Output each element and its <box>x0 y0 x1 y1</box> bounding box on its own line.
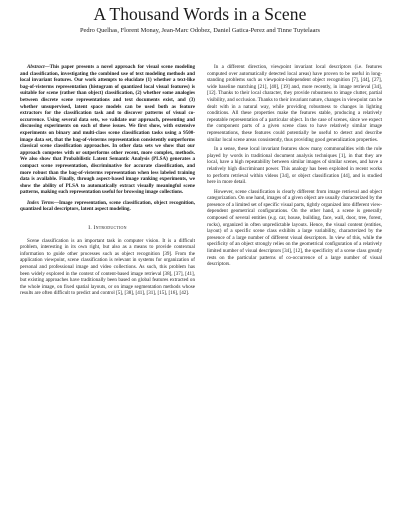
index-terms-text: —Image representation, scene classification, object recognition, quantized local descriptors, latent aspect modeling. <box>20 199 195 213</box>
body-paragraph-2: In a sense, these local invariant features show many commonalities with the role played by words in traditional document analysis techniques [1], in that they are local, have a high repeatability between similar images of similar scenes, and have a relatively high discriminant power. This analogy has been exploited in recent works to perform retrieval within videos [34], or object classification [44], and is studied here in more detail. <box>207 146 382 186</box>
left-column <box>20 64 195 297</box>
intro-paragraph: Scene classification is an important task in computer vision. It is a difficult problem, interesting in its own right, but also as a means to provide contextual information to guide other processes such as object recognition [39]. From the application viewpoint, scene classification is relevant in systems for organization of personal and professional image and video collections. As such, this problem has been widely explored in the context of content-based image retrieval [38], [37], [41], but existing approaches have traditionally been based on global features extracted on the whole image, on fixed spatial layouts, or on image segmentation methods whose results are often difficult to predict and control [5], [38], [41], [31], [15], [16], [42]. <box>20 237 195 297</box>
index-terms <box>20 200 195 213</box>
paper-title: A Thousand Words in a Scene <box>93 4 307 24</box>
right-column <box>207 64 382 268</box>
index-terms-label: Index Terms <box>27 199 54 206</box>
abstract <box>20 64 195 196</box>
body-paragraph-3: However, scene classification is clearly different from image retrieval and object categorization. On one hand, images of a given object are usually characterized by the presence of a limited set of specific visual parts, tightly organized into different view-dependent geometrical configurations. On the other hand, a scene is generally composed of several entities (e.g. car, house, building, face, wall, door, tree, forest, rocks), organized in often unpredictable layouts. Hence, the visual content (entities, layout) of a specific scene class exhibits a large variability, characterized by the presence of a large number of different visual descriptors. In view of this, while the specificity of an object strongly relies on the geometrical configuration of a relatively limited number of visual descriptors [34], [12], the specificity of a scene class greatly rests on the particular patterns of co-occurrence of a large number of visual descriptors. <box>207 188 382 268</box>
body-paragraph-1: In a different direction, viewpoint invariant local descriptors (i.e. features computed over automatically detected local areas) have proven to be useful in long-standing problems such as viewpoint-independent object recognition [7], [44], [27], wide baseline matching [21], [40], [19] and, more recently, in image retrieval [34], [12]. Thanks to their local character, they provide robustness to image clutter, partial visibility, and occlusion. Thanks to their invariant nature, changes in viewpoint can be dealt with in a natural way, while providing robustness to changes in lighting conditions. All these properties make the features stable, producing a relatively repeatable representation of a particular object. In the case of scenes, since we expect the component parts of a given scene class to have relatively similar image representations, these features could potentially be useful to detect and describe similar local scene areas consistently, thus providing good generalization properties. <box>207 64 382 143</box>
abstract-text: —This paper presents a novel approach for visual scene modeling and classification, investigating the combined use of text modeling methods and local invariant features. Our work attempts to elucidate (1) whether a text-like bag-of-visterms representation (histogram of quantized local visual features) is suitable for scene (rather than object) classification, (2) whether some analogies between discrete scene representations and text documents exist, and (3) whether unsupervised, latent space models can be used both as feature extractors for the classification task and to discover patterns of visual co-occurrence. Using several data sets, we validate our approach, presenting and discussing experiments on each of these issues. We first show, with extensive experiments on binary and multi-class scene classification tasks using a 9500-image data set, that the bag-of-visterms representation consistently outperforms classical scene classification approaches. In other data sets we show that our approach competes with or outperforms other recent, more complex, methods. We also show that Probabilistic Latent Semantic Analysis (PLSA) generates a compact scene representation, discriminative for accurate classification, and more robust than the bag-of-visterms representation when less labeled training data is available. Finally, through aspect-based image ranking experiments, we show the ability of PLSA to automatically extract visually meaningful scene patterns, making such representation useful for browsing image collections. <box>20 64 195 196</box>
abstract-label: Abstract <box>27 64 45 70</box>
section-heading: I. Introduction <box>88 225 127 232</box>
author-list: Pedro Quelhas, Florent Monay, Jean-Marc Odobez, Daniel Gatica-Perez and Tinne Tuytelaars <box>79 27 321 34</box>
